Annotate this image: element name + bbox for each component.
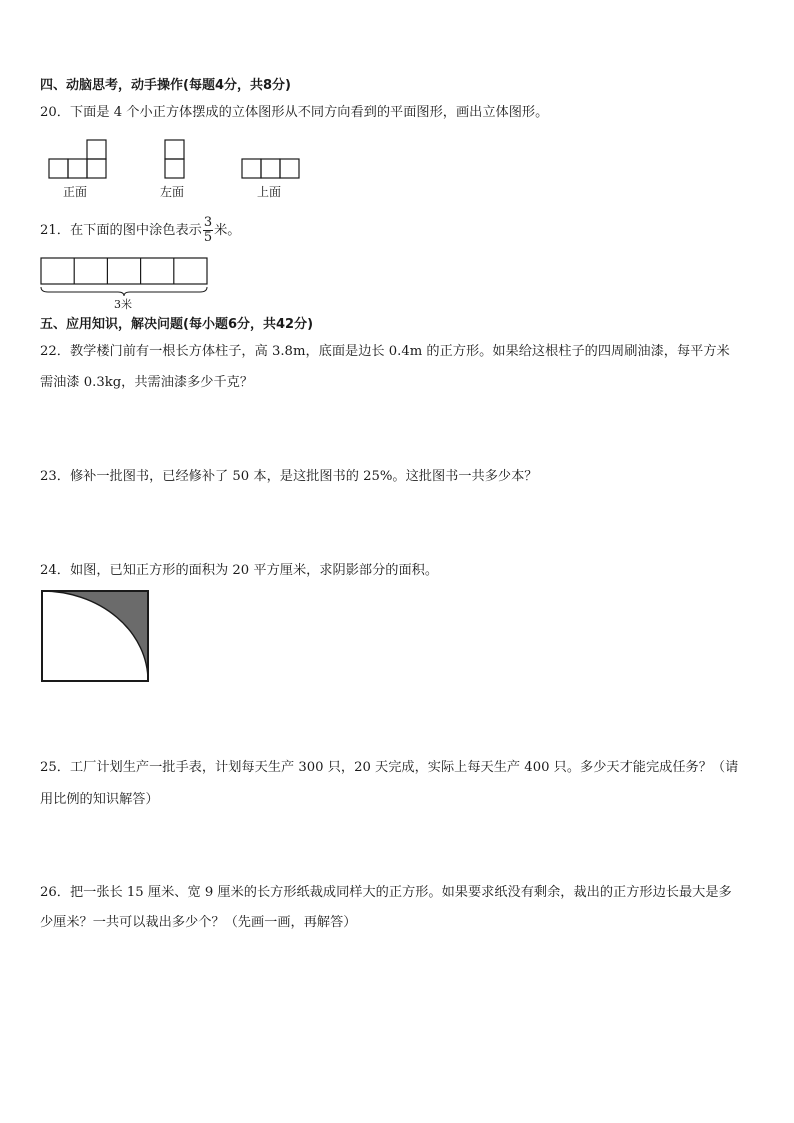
fraction-numerator: 3 — [203, 215, 213, 230]
length-label: 3米 — [114, 298, 132, 311]
question-21-text — [40, 214, 241, 248]
section-5-title: 五、应用知识，解决问题(每小题6分，共42分) — [40, 317, 314, 332]
question-25-line-2: 用比例的知识解答） — [40, 792, 159, 807]
fraction-denominator: 5 — [203, 230, 213, 245]
segment-strip-figure — [40, 257, 212, 297]
question-21-text-after: 米。 — [214, 223, 241, 238]
question-24-text: 24．如图，已知正方形的面积为 20 平方厘米，求阴影部分的面积。 — [40, 563, 439, 578]
square-quarter-circle-figure — [40, 589, 152, 685]
question-22-line-2: 需油漆 0.3kg，共需油漆多少千克？ — [40, 375, 254, 390]
front-view-label: 正面 — [63, 185, 88, 199]
front-view-figure — [48, 139, 110, 181]
question-22-line-1: 22．教学楼门前有一根长方体柱子，高 3.8m，底面是边长 0.4m 的正方形。如果给这根柱子的四周刷油漆，每平方米 — [40, 344, 730, 359]
question-26-line-2: 少厘米？一共可以裁出多少个？（先画一画，再解答） — [40, 915, 357, 930]
shaded-region — [42, 591, 148, 681]
question-21-text-before: 21．在下面的图中涂色表示 — [40, 223, 202, 238]
left-view-figure — [164, 139, 188, 181]
top-view-figure — [241, 158, 303, 180]
question-26-line-1: 26．把一张长 15 厘米、宽 9 厘米的长方形纸裁成同样大的正方形。如果要求纸没有剩余，裁出的正方形边长最大是多 — [40, 885, 732, 900]
question-20-text: 20．下面是 4 个小正方体摆成的立体图形从不同方向看到的平面图形，画出立体图形。 — [40, 105, 549, 120]
left-view-label: 左面 — [160, 185, 185, 199]
top-view-label: 上面 — [257, 185, 282, 199]
fraction-three-fifths — [203, 216, 213, 245]
question-25-line-1: 25．工厂计划生产一批手表，计划每天生产 300 只，20 天完成，实际上每天生产 400 只。多少天才能完成任务？（请 — [40, 760, 739, 775]
question-23-text: 23．修补一批图书，已经修补了 50 本，是这批图书的 25%。这批图书一共多少本？ — [40, 469, 538, 484]
section-4-title: 四、动脑思考，动手操作(每题4分，共8分) — [40, 78, 291, 93]
length-brace — [41, 287, 207, 296]
